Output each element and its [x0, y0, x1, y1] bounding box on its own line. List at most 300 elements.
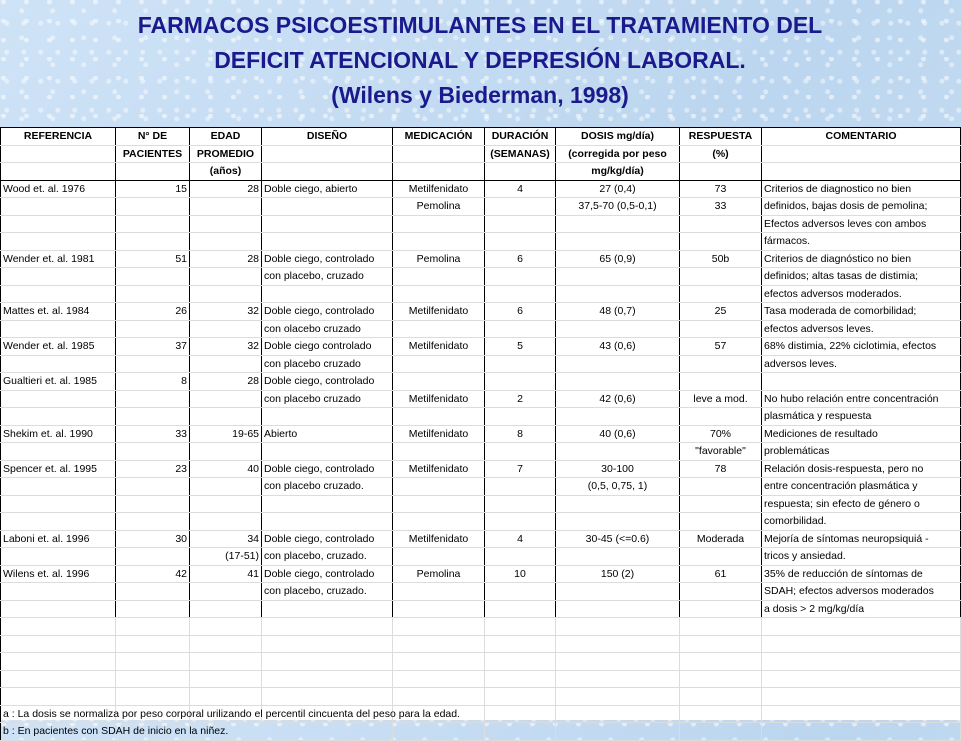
cell-comentario: 35% de reducción de síntomas de: [762, 565, 961, 583]
cell-dosis: 40 (0,6): [556, 425, 680, 443]
cell-edad: [190, 443, 262, 461]
empty-cell: [556, 635, 680, 653]
cell-respuesta: [680, 478, 762, 496]
cell-comentario: definidos, bajas dosis de pemolina;: [762, 198, 961, 216]
empty-cell: [762, 688, 961, 706]
cell-diseno: con placebo, cruzado.: [262, 548, 393, 566]
empty-cell: [1, 635, 116, 653]
header-row: [1, 128, 961, 146]
cell-n-pacientes: 33: [116, 425, 190, 443]
cell-diseno: con olacebo cruzado: [262, 320, 393, 338]
cell-n-pacientes: [116, 215, 190, 233]
cell-duracion: 10: [485, 565, 556, 583]
cell-n-pacientes: [116, 583, 190, 601]
cell-dosis: [556, 408, 680, 426]
cell-n-pacientes: [116, 478, 190, 496]
empty-cell: [485, 653, 556, 671]
cell-comentario: [762, 373, 961, 391]
table-row: [1, 583, 961, 601]
empty-cell: [680, 635, 762, 653]
cell-referencia: Wender et. al. 1981: [1, 250, 116, 268]
table-row: [1, 303, 961, 321]
empty-cell: [393, 653, 485, 671]
cell-diseno: Doble ciego, controlado: [262, 460, 393, 478]
header-respuesta: [680, 163, 762, 181]
cell-diseno: Doble ciego, controlado: [262, 373, 393, 391]
cell-edad: 32: [190, 338, 262, 356]
cell-dosis: [556, 320, 680, 338]
table-row: [1, 215, 961, 233]
cell-medicacion: [393, 478, 485, 496]
cell-medicacion: [393, 268, 485, 286]
header-medicacion: MEDICACIÓN: [393, 128, 485, 146]
table-row: [1, 198, 961, 216]
empty-cell: [762, 670, 961, 688]
cell-diseno: [262, 198, 393, 216]
cell-duracion: 6: [485, 250, 556, 268]
cell-referencia: [1, 600, 116, 618]
cell-dosis: [556, 443, 680, 461]
empty-cell: [190, 618, 262, 636]
empty-cell: [680, 653, 762, 671]
cell-medicacion: Metilfenidato: [393, 338, 485, 356]
cell-duracion: 5: [485, 338, 556, 356]
header-row: [1, 145, 961, 163]
cell-dosis: [556, 513, 680, 531]
header-respuesta: (%): [680, 145, 762, 163]
cell-comentario: fármacos.: [762, 233, 961, 251]
cell-duracion: [485, 268, 556, 286]
cell-respuesta: [680, 233, 762, 251]
cell-referencia: [1, 548, 116, 566]
cell-edad: [190, 513, 262, 531]
empty-cell: [485, 723, 556, 741]
cell-referencia: [1, 198, 116, 216]
empty-cell: [680, 670, 762, 688]
cell-dosis: [556, 233, 680, 251]
header-edad: EDAD: [190, 128, 262, 146]
cell-referencia: [1, 513, 116, 531]
header-edad: PROMEDIO: [190, 145, 262, 163]
cell-medicacion: [393, 583, 485, 601]
cell-dosis: 42 (0,6): [556, 390, 680, 408]
title-line-2: DEFICIT ATENCIONAL Y DEPRESIÓN LABORAL.: [214, 47, 746, 73]
table-row: [1, 285, 961, 303]
cell-referencia: [1, 390, 116, 408]
title-line-3: (Wilens y Biederman, 1998): [331, 82, 629, 108]
cell-duracion: 8: [485, 425, 556, 443]
header-edad: (años): [190, 163, 262, 181]
cell-n-pacientes: [116, 548, 190, 566]
empty-cell: [680, 618, 762, 636]
studies-table: [0, 127, 961, 741]
cell-dosis: 30-45 (<=0.6): [556, 530, 680, 548]
cell-edad: 19-65: [190, 425, 262, 443]
cell-duracion: [485, 548, 556, 566]
empty-cell: [262, 635, 393, 653]
cell-respuesta: [680, 513, 762, 531]
cell-referencia: Laboni et. al. 1996: [1, 530, 116, 548]
empty-cell: [680, 723, 762, 741]
cell-comentario: Efectos adversos leves con ambos: [762, 215, 961, 233]
cell-referencia: [1, 320, 116, 338]
header-row: [1, 163, 961, 181]
cell-diseno: con placebo, cruzado: [262, 268, 393, 286]
cell-edad: [190, 320, 262, 338]
cell-n-pacientes: 8: [116, 373, 190, 391]
cell-medicacion: [393, 513, 485, 531]
cell-comentario: definidos; altas tasas de distimia;: [762, 268, 961, 286]
cell-diseno: con placebo, cruzado.: [262, 583, 393, 601]
cell-referencia: [1, 355, 116, 373]
empty-cell: [556, 670, 680, 688]
header-n-pacientes: PACIENTES: [116, 145, 190, 163]
footnote-a: a : La dosis se normaliza por peso corporal urilizando el percentil cincuenta del peso para la edad.: [1, 705, 116, 723]
empty-cell: [393, 618, 485, 636]
cell-diseno: [262, 215, 393, 233]
cell-respuesta: [680, 373, 762, 391]
cell-n-pacientes: [116, 268, 190, 286]
cell-medicacion: [393, 495, 485, 513]
cell-medicacion: [393, 373, 485, 391]
cell-dosis: [556, 285, 680, 303]
cell-diseno: [262, 513, 393, 531]
table-row: [1, 233, 961, 251]
cell-diseno: Doble ciego, controlado: [262, 250, 393, 268]
empty-cell: [556, 705, 680, 723]
cell-diseno: Doble ciego controlado: [262, 338, 393, 356]
table-row: [1, 548, 961, 566]
cell-dosis: 30-100: [556, 460, 680, 478]
cell-medicacion: Metilfenidato: [393, 390, 485, 408]
cell-respuesta: 50b: [680, 250, 762, 268]
table-row: [1, 443, 961, 461]
cell-n-pacientes: 30: [116, 530, 190, 548]
empty-cell: [262, 653, 393, 671]
cell-diseno: [262, 233, 393, 251]
cell-edad: 41: [190, 565, 262, 583]
title-line-1: FARMACOS PSICOESTIMULANTES EN EL TRATAMIENTO DEL: [137, 12, 823, 38]
cell-respuesta: 33: [680, 198, 762, 216]
cell-edad: 34: [190, 530, 262, 548]
cell-diseno: [262, 600, 393, 618]
cell-dosis: [556, 355, 680, 373]
empty-cell: [116, 618, 190, 636]
empty-cell: [1, 688, 116, 706]
header-dosis: DOSIS mg/día): [556, 128, 680, 146]
cell-duracion: 4: [485, 530, 556, 548]
cell-comentario: a dosis > 2 mg/kg/día: [762, 600, 961, 618]
cell-edad: [190, 583, 262, 601]
empty-row: [1, 618, 961, 636]
cell-n-pacientes: [116, 233, 190, 251]
cell-respuesta: 78: [680, 460, 762, 478]
cell-respuesta: [680, 355, 762, 373]
cell-referencia: Wood et. al. 1976: [1, 180, 116, 198]
cell-n-pacientes: [116, 408, 190, 426]
cell-diseno: Doble ciego, controlado: [262, 530, 393, 548]
cell-respuesta: [680, 215, 762, 233]
empty-cell: [556, 653, 680, 671]
cell-comentario: respuesta; sin efecto de género o: [762, 495, 961, 513]
cell-referencia: Gualtieri et. al. 1985: [1, 373, 116, 391]
slide-title: [0, 8, 960, 113]
cell-comentario: efectos adversos moderados.: [762, 285, 961, 303]
header-duracion: [485, 163, 556, 181]
table-row: [1, 373, 961, 391]
cell-medicacion: Metilfenidato: [393, 180, 485, 198]
cell-n-pacientes: 42: [116, 565, 190, 583]
header-n-pacientes: [116, 163, 190, 181]
header-duracion: DURACIÓN: [485, 128, 556, 146]
footnote-b: b : En pacientes con SDAH de inicio en la niñez.: [1, 723, 116, 741]
cell-edad: [190, 390, 262, 408]
empty-cell: [762, 618, 961, 636]
empty-cell: [1, 670, 116, 688]
cell-duracion: [485, 583, 556, 601]
cell-medicacion: [393, 548, 485, 566]
empty-cell: [485, 670, 556, 688]
cell-edad: [190, 600, 262, 618]
cell-diseno: Doble ciego, controlado: [262, 303, 393, 321]
empty-cell: [393, 688, 485, 706]
cell-respuesta: "favorable": [680, 443, 762, 461]
empty-cell: [485, 688, 556, 706]
cell-comentario: problemáticas: [762, 443, 961, 461]
cell-comentario: Tasa moderada de comorbilidad;: [762, 303, 961, 321]
cell-edad: [190, 268, 262, 286]
cell-n-pacientes: 37: [116, 338, 190, 356]
cell-referencia: [1, 443, 116, 461]
header-dosis: mg/kg/día): [556, 163, 680, 181]
cell-duracion: [485, 408, 556, 426]
cell-referencia: [1, 408, 116, 426]
cell-comentario: Mejoría de síntomas neuropsiquiá -: [762, 530, 961, 548]
empty-cell: [116, 653, 190, 671]
cell-medicacion: Pemolina: [393, 250, 485, 268]
cell-edad: [190, 408, 262, 426]
cell-respuesta: [680, 285, 762, 303]
cell-n-pacientes: [116, 495, 190, 513]
cell-respuesta: [680, 408, 762, 426]
cell-medicacion: Pemolina: [393, 565, 485, 583]
table-row: [1, 495, 961, 513]
cell-dosis: 27 (0,4): [556, 180, 680, 198]
cell-diseno: [262, 443, 393, 461]
cell-medicacion: [393, 215, 485, 233]
cell-diseno: Doble ciego, controlado: [262, 565, 393, 583]
table-row: [1, 513, 961, 531]
cell-comentario: adversos leves.: [762, 355, 961, 373]
cell-n-pacientes: 23: [116, 460, 190, 478]
table-row: [1, 530, 961, 548]
empty-cell: [556, 723, 680, 741]
cell-duracion: [485, 600, 556, 618]
cell-dosis: 150 (2): [556, 565, 680, 583]
cell-comentario: Relación dosis-respuesta, pero no: [762, 460, 961, 478]
cell-n-pacientes: [116, 198, 190, 216]
empty-cell: [393, 723, 485, 741]
header-diseno: [262, 163, 393, 181]
cell-diseno: [262, 495, 393, 513]
cell-edad: [190, 215, 262, 233]
empty-cell: [190, 653, 262, 671]
table-row: [1, 320, 961, 338]
table-row: [1, 338, 961, 356]
cell-respuesta: [680, 495, 762, 513]
empty-cell: [556, 688, 680, 706]
cell-comentario: No hubo relación entre concentración: [762, 390, 961, 408]
cell-dosis: 37,5-70 (0,5-0,1): [556, 198, 680, 216]
cell-referencia: [1, 478, 116, 496]
cell-medicacion: [393, 320, 485, 338]
empty-cell: [116, 688, 190, 706]
cell-referencia: [1, 583, 116, 601]
empty-row: [1, 635, 961, 653]
cell-dosis: [556, 583, 680, 601]
empty-cell: [485, 635, 556, 653]
header-medicacion: [393, 163, 485, 181]
cell-duracion: 2: [485, 390, 556, 408]
cell-edad: [190, 285, 262, 303]
cell-respuesta: [680, 583, 762, 601]
cell-duracion: [485, 495, 556, 513]
cell-edad: [190, 478, 262, 496]
table-row: [1, 600, 961, 618]
cell-dosis: 43 (0,6): [556, 338, 680, 356]
cell-comentario: efectos adversos leves.: [762, 320, 961, 338]
empty-cell: [190, 670, 262, 688]
empty-cell: [680, 688, 762, 706]
cell-comentario: 68% distimia, 22% ciclotimia, efectos: [762, 338, 961, 356]
table-row: [1, 408, 961, 426]
cell-referencia: [1, 233, 116, 251]
cell-respuesta: [680, 268, 762, 286]
cell-respuesta: 57: [680, 338, 762, 356]
cell-respuesta: leve a mod.: [680, 390, 762, 408]
empty-row: [1, 688, 961, 706]
cell-referencia: [1, 268, 116, 286]
cell-dosis: [556, 215, 680, 233]
cell-comentario: comorbilidad.: [762, 513, 961, 531]
cell-dosis: 48 (0,7): [556, 303, 680, 321]
cell-comentario: SDAH; efectos adversos moderados: [762, 583, 961, 601]
cell-n-pacientes: 15: [116, 180, 190, 198]
empty-cell: [762, 705, 961, 723]
cell-duracion: [485, 373, 556, 391]
cell-n-pacientes: [116, 390, 190, 408]
cell-edad: 40: [190, 460, 262, 478]
cell-duracion: 6: [485, 303, 556, 321]
cell-diseno: Abierto: [262, 425, 393, 443]
cell-referencia: [1, 215, 116, 233]
empty-cell: [262, 618, 393, 636]
cell-edad: 32: [190, 303, 262, 321]
table-row: [1, 425, 961, 443]
cell-duracion: [485, 198, 556, 216]
empty-cell: [116, 670, 190, 688]
footnote-row: [1, 723, 961, 741]
cell-respuesta: [680, 320, 762, 338]
empty-cell: [485, 618, 556, 636]
cell-dosis: [556, 548, 680, 566]
cell-duracion: [485, 443, 556, 461]
cell-referencia: Shekim et. al. 1990: [1, 425, 116, 443]
cell-comentario: Mediciones de resultado: [762, 425, 961, 443]
empty-cell: [680, 705, 762, 723]
cell-n-pacientes: [116, 320, 190, 338]
table-row: [1, 478, 961, 496]
cell-respuesta: 73: [680, 180, 762, 198]
cell-duracion: [485, 355, 556, 373]
header-comentario: COMENTARIO: [762, 128, 961, 146]
cell-diseno: con placebo cruzado: [262, 355, 393, 373]
cell-referencia: Wender et. al. 1985: [1, 338, 116, 356]
cell-diseno: Doble ciego, abierto: [262, 180, 393, 198]
cell-medicacion: [393, 355, 485, 373]
empty-cell: [762, 635, 961, 653]
cell-respuesta: 61: [680, 565, 762, 583]
cell-dosis: 65 (0,9): [556, 250, 680, 268]
cell-n-pacientes: [116, 443, 190, 461]
empty-cell: [762, 723, 961, 741]
cell-medicacion: [393, 233, 485, 251]
cell-medicacion: [393, 443, 485, 461]
cell-comentario: Criterios de diagnostico no bien: [762, 180, 961, 198]
empty-cell: [262, 688, 393, 706]
cell-dosis: [556, 373, 680, 391]
cell-respuesta: 25: [680, 303, 762, 321]
table-row: [1, 250, 961, 268]
cell-respuesta: Moderada: [680, 530, 762, 548]
cell-duracion: [485, 233, 556, 251]
cell-edad: 28: [190, 250, 262, 268]
cell-duracion: [485, 215, 556, 233]
table-row: [1, 355, 961, 373]
cell-dosis: [556, 600, 680, 618]
table-row: [1, 180, 961, 198]
cell-respuesta: 70%: [680, 425, 762, 443]
cell-respuesta: [680, 600, 762, 618]
header-referencia: [1, 163, 116, 181]
cell-respuesta: [680, 548, 762, 566]
empty-cell: [116, 635, 190, 653]
footnote-row: [1, 705, 961, 723]
cell-duracion: [485, 320, 556, 338]
cell-n-pacientes: 51: [116, 250, 190, 268]
cell-referencia: Mattes et. al. 1984: [1, 303, 116, 321]
empty-cell: [262, 723, 393, 741]
cell-diseno: con placebo cruzado: [262, 390, 393, 408]
header-referencia: REFERENCIA: [1, 128, 116, 146]
header-medicacion: [393, 145, 485, 163]
cell-dosis: [556, 268, 680, 286]
cell-comentario: Criterios de diagnóstico no bien: [762, 250, 961, 268]
cell-referencia: [1, 285, 116, 303]
empty-row: [1, 653, 961, 671]
cell-duracion: [485, 478, 556, 496]
empty-cell: [1, 618, 116, 636]
empty-cell: [485, 705, 556, 723]
cell-duracion: [485, 513, 556, 531]
cell-comentario: plasmática y respuesta: [762, 408, 961, 426]
cell-edad: 28: [190, 180, 262, 198]
cell-medicacion: [393, 600, 485, 618]
header-diseno: [262, 145, 393, 163]
header-duracion: (SEMANAS): [485, 145, 556, 163]
cell-n-pacientes: [116, 285, 190, 303]
header-comentario: [762, 163, 961, 181]
